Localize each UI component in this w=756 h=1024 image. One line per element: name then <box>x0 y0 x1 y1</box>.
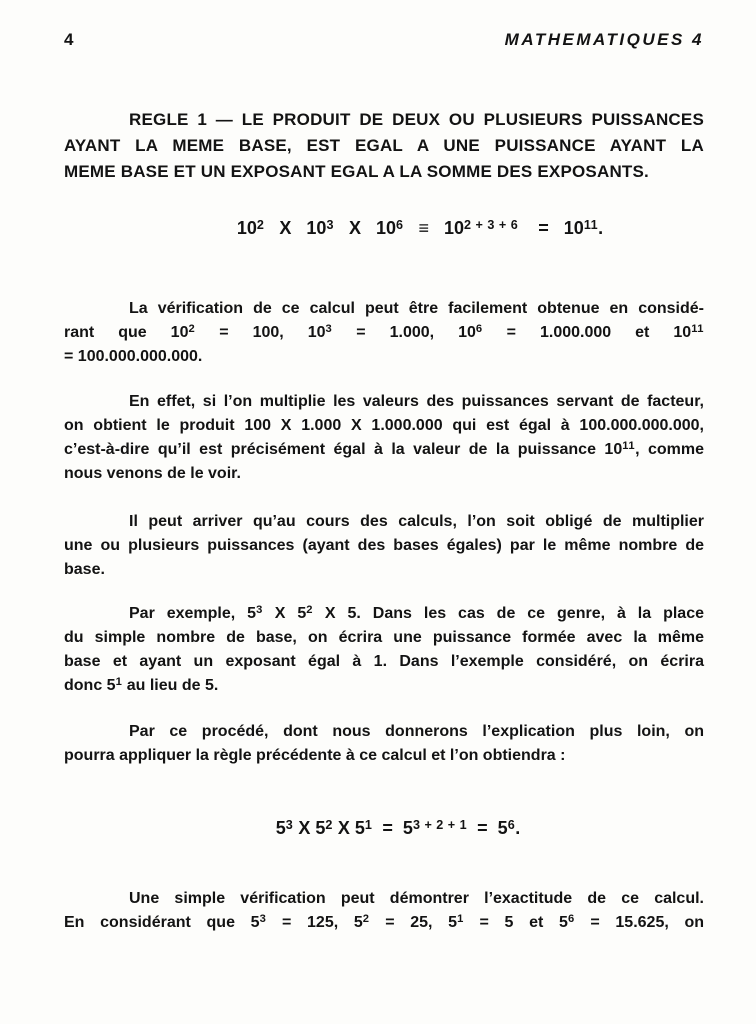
text-line: donc $5^1$ au lieu de 5. <box>64 676 219 694</box>
text-line: du simple nombre de base, on écrira une puissance formée avec la même <box>64 629 704 646</box>
text-line: c’est-à-dire qu’il est précisément égal à la valeur de la puissance $10^{11}$, comme <box>64 440 704 458</box>
text-line: Par ce procédé, dont nous donnerons l’explication plus loin, on <box>129 723 704 740</box>
page-header <box>64 30 704 50</box>
page-number: 4 <box>64 30 74 49</box>
text-line: Par exemple, $5^3$ X $5^2$ X 5. Dans les cas de ce genre, à la place <box>129 604 704 622</box>
text-line: Une simple vérification peut démontrer l’exactitude de ce calcul. <box>129 890 704 907</box>
text-line: on obtient le produit 100 X 1.000 X 1.000.000 qui est égal à 100.000.000.000, <box>64 417 704 434</box>
heading-line: MEME BASE ET UN EXPOSANT EGAL A LA SOMME DES EXPOSANTS. <box>64 162 649 181</box>
text-line: En considérant que $5^3 = 125$, $5^2 = 25$, $5^1 = 5$ et $5^6 = 15.625$, on <box>64 913 705 931</box>
text-line: rant que $10^2 = 100$, $10^3 = 1.000$, $10^6 = 1.000.000$ et $10^{11}$ <box>64 323 705 341</box>
text-line: La vérification de ce calcul peut être facilement obtenue en considé- <box>129 300 704 317</box>
running-head: MATHEMATIQUES 4 <box>504 30 704 49</box>
text-line: base. <box>64 561 105 578</box>
paragraph-il-peut-arriver <box>64 510 704 582</box>
paragraph-en-effet <box>64 390 704 486</box>
text-line: pourra appliquer la règle précédente à ce calcul et l’on obtiendra : <box>64 747 566 764</box>
text-line: base et ayant un exposant égal à 1. Dans l’exemple considéré, on écrira <box>64 653 704 670</box>
formula-product-of-fives: $5^3$ X $5^2$ X $5^1 = 5^{3 + 2 + 1} = 5^6$. <box>275 817 521 838</box>
paragraph-simple-verification <box>64 887 704 935</box>
text-line: = 100.000.000.000. <box>64 348 203 365</box>
rule-1-heading <box>64 107 704 185</box>
paragraph-verification <box>64 297 704 369</box>
text-line: nous venons de le voir. <box>64 465 241 482</box>
text-line: une ou plusieurs puissances (ayant des bases égales) par le même nombre de <box>64 537 704 554</box>
text-line: Il peut arriver qu’au cours des calculs, l’on soit obligé de multiplier <box>129 513 704 530</box>
heading-line: REGLE 1 — LE PRODUIT DE DEUX OU PLUSIEURS PUISSANCES <box>129 110 704 129</box>
paragraph-par-ce-procede <box>64 720 704 768</box>
text-line: En effet, si l’on multiplie les valeurs des puissances servant de facteur, <box>129 393 704 410</box>
heading-line: AYANT LA MEME BASE, EST EGAL A UNE PUISSANCE AYANT LA <box>64 136 704 155</box>
formula-product-of-tens: $10^2$ X $10^3$ X $10^6 \equiv 10^{2 + 3 + 6}$ = $10^{11}$. <box>236 217 604 238</box>
paragraph-par-exemple <box>64 602 704 698</box>
